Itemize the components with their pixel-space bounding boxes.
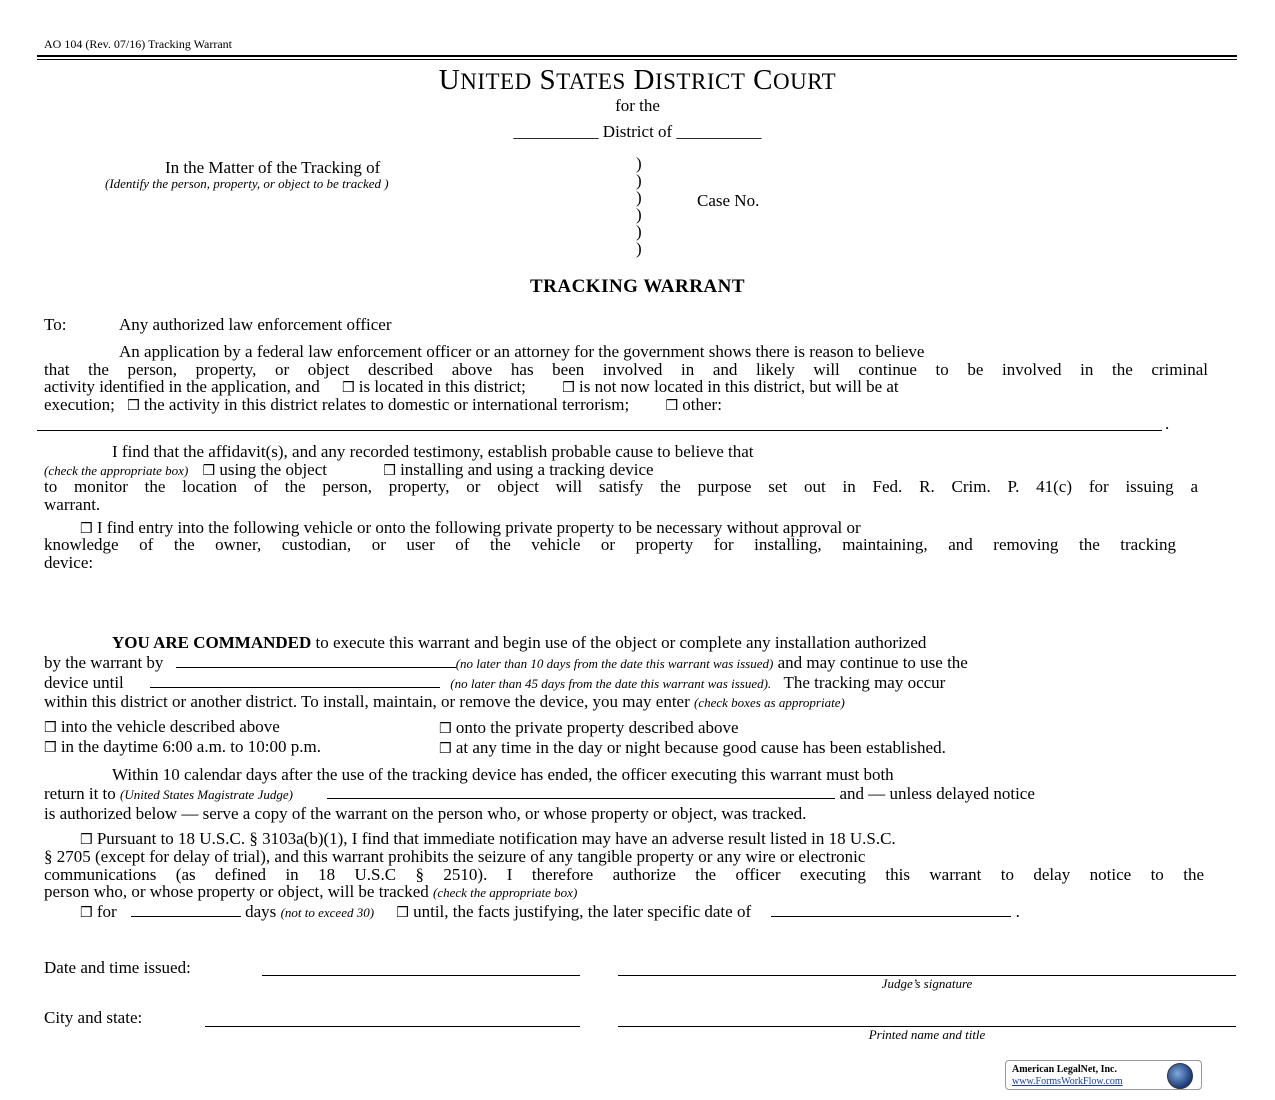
delay-date-blank[interactable] xyxy=(771,916,1011,917)
checkbox-entry[interactable]: ❒ xyxy=(80,521,93,537)
affidavit-line-1: I find that the affidavit(s), and any recorded testimony, establish probable cause to believe that xyxy=(112,442,754,461)
matter-label: In the Matter of the Tracking of xyxy=(165,158,381,177)
matter-identify-note: (Identify the person, property, or object to be tracked ) xyxy=(105,176,389,191)
checkbox-delay-notice[interactable]: ❒ xyxy=(80,832,93,848)
affidavit-line-3: to monitor the location of the person, property, or object will satisfy the purpose set out in Fed. R. Crim. P. 41(c) for issuing a xyxy=(44,477,1198,496)
entry-options-row-2: ❒ in the daytime 6:00 a.m. to 10:00 p.m. xyxy=(44,737,321,756)
to-label: To: xyxy=(44,315,67,334)
entry-line-3: device: xyxy=(44,553,94,572)
delay-line-3: communications (as defined in 18 U.S.C § 2510). I therefore authorize the officer executing this warrant to delay notice to the xyxy=(44,865,1204,884)
checkbox-anytime[interactable]: ❒ xyxy=(439,741,452,757)
judge-signature-caption: Judge’s signature xyxy=(881,976,973,991)
legalnet-url[interactable]: www.FormsWorkFlow.com xyxy=(1012,1076,1123,1087)
form-id: AO 104 (Rev. 07/16) Tracking Warrant xyxy=(44,37,233,51)
affidavit-line-4: warrant. xyxy=(44,495,101,514)
delay-days-blank[interactable] xyxy=(131,916,241,917)
checkbox-not-in-district[interactable]: ❒ xyxy=(562,380,575,396)
application-line-3: activity identified in the application, and ❒ is located in this district; ❒ is not now located in this district, but will be at xyxy=(44,377,899,396)
entry-option-anytime: ❒ at any time in the day or night because good cause has been established. xyxy=(439,738,946,757)
legalnet-badge[interactable] xyxy=(1005,1060,1202,1090)
city-state-line[interactable] xyxy=(205,1026,580,1027)
district-line xyxy=(0,122,1275,142)
command-line-3: device until (no later than 45 days from the date this warrant was issued). The tracking may occur xyxy=(44,673,946,692)
case-no-label: Case No. xyxy=(697,191,760,210)
application-line-1: An application by a federal law enforcement officer or an attorney for the government shows there is reason to believe xyxy=(119,342,925,361)
checkbox-property[interactable]: ❒ xyxy=(439,721,452,737)
globe-icon xyxy=(1167,1063,1193,1089)
command-line-2: by the warrant by (no later than 10 days from the date this warrant was issued) and may continue to use the xyxy=(44,653,968,672)
checkbox-delay-days[interactable]: ❒ xyxy=(80,905,93,921)
to-value: Any authorized law enforcement officer xyxy=(119,315,392,334)
legalnet-name: American LegalNet, Inc. xyxy=(1012,1064,1117,1075)
magistrate-judge-blank[interactable] xyxy=(327,798,835,799)
district-blank-right[interactable]: __________ xyxy=(676,122,762,141)
header-rule-top xyxy=(37,55,1237,57)
return-line-2: return it to (United States Magistrate Judge) and — unless delayed notice xyxy=(44,784,1035,803)
checkbox-delay-until[interactable]: ❒ xyxy=(396,905,409,921)
checkbox-other[interactable]: ❒ xyxy=(665,398,679,414)
return-line-1: Within 10 calendar days after the use of the tracking device has ended, the officer executing this warrant must both xyxy=(112,765,894,784)
date-issued-line[interactable] xyxy=(262,975,580,976)
checkbox-vehicle[interactable]: ❒ xyxy=(44,720,57,736)
header-rule-bottom xyxy=(37,59,1237,60)
checkbox-terrorism[interactable]: ❒ xyxy=(127,398,140,414)
entry-line-2: knowledge of the owner, custodian, or user of the vehicle or property for installing, maintaining, and removing the tracking xyxy=(44,535,1176,554)
delay-options: ❒ for days (not to exceed 30) ❒ until, the facts justifying, the later specific date of . xyxy=(80,902,1020,921)
warrant-title: TRACKING WARRANT xyxy=(529,276,746,297)
application-line-4: execution; ❒ the activity in this district relates to domestic or international terrorism; ❒ other: xyxy=(44,395,722,414)
other-period: . xyxy=(1165,414,1170,433)
checkbox-using-object[interactable]: ❒ xyxy=(202,463,216,479)
delay-line-4: person who, or whose property or object, will be tracked (check the appropriate box) xyxy=(44,882,578,901)
use-until-blank[interactable] xyxy=(150,687,440,688)
city-state-label: City and state: xyxy=(44,1008,143,1027)
for-the: for the xyxy=(615,96,660,115)
entry-line-1: ❒ I find entry into the following vehicle or onto the following private property to be necessary without approval or xyxy=(80,518,861,537)
court-title: UNITED STATES DISTRICT COURT xyxy=(438,64,837,96)
command-line-4: within this district or another district. To install, maintain, or remove the device, you may enter (check boxes as appropriate) xyxy=(44,692,845,711)
delay-line-2: § 2705 (except for delay of trial), and this warrant prohibits the seizure of any tangible property or any wire or electronic xyxy=(44,847,866,866)
entry-option-property: ❒ onto the private property described above xyxy=(439,718,739,737)
district-blank-left[interactable]: __________ xyxy=(513,122,599,141)
printed-name-caption: Printed name and title xyxy=(868,1027,986,1042)
checkbox-located-in-district[interactable]: ❒ xyxy=(341,380,355,396)
entry-options-row-1: ❒ into the vehicle described above xyxy=(44,717,280,736)
checkbox-daytime[interactable]: ❒ xyxy=(44,740,57,756)
district-label: District of xyxy=(602,122,673,141)
affidavit-options: (check the appropriate box) ❒ using the object ❒ installing and using a tracking device xyxy=(44,460,654,479)
return-line-3: is authorized below — serve a copy of the warrant on the person who, or whose property or object, was tracked. xyxy=(44,804,807,823)
application-line-2: that the person, property, or object described above has been involved in and likely will continue to be involved in the criminal xyxy=(44,360,1208,379)
date-issued-label: Date and time issued: xyxy=(44,958,191,977)
execute-by-blank[interactable] xyxy=(176,667,456,668)
checkbox-installing-device[interactable]: ❒ xyxy=(383,463,396,479)
command-line-1: YOU ARE COMMANDED to execute this warrant and begin use of the object or complete any installation authorized xyxy=(112,633,927,652)
caption-parens: ) ) ) ) ) ) xyxy=(636,154,642,258)
other-blank-line[interactable] xyxy=(37,430,1162,431)
delay-line-1: ❒ Pursuant to 18 U.S.C. § 3103a(b)(1), I find that immediate notification may have an adverse result listed in 18 U.S.C. xyxy=(80,829,896,848)
